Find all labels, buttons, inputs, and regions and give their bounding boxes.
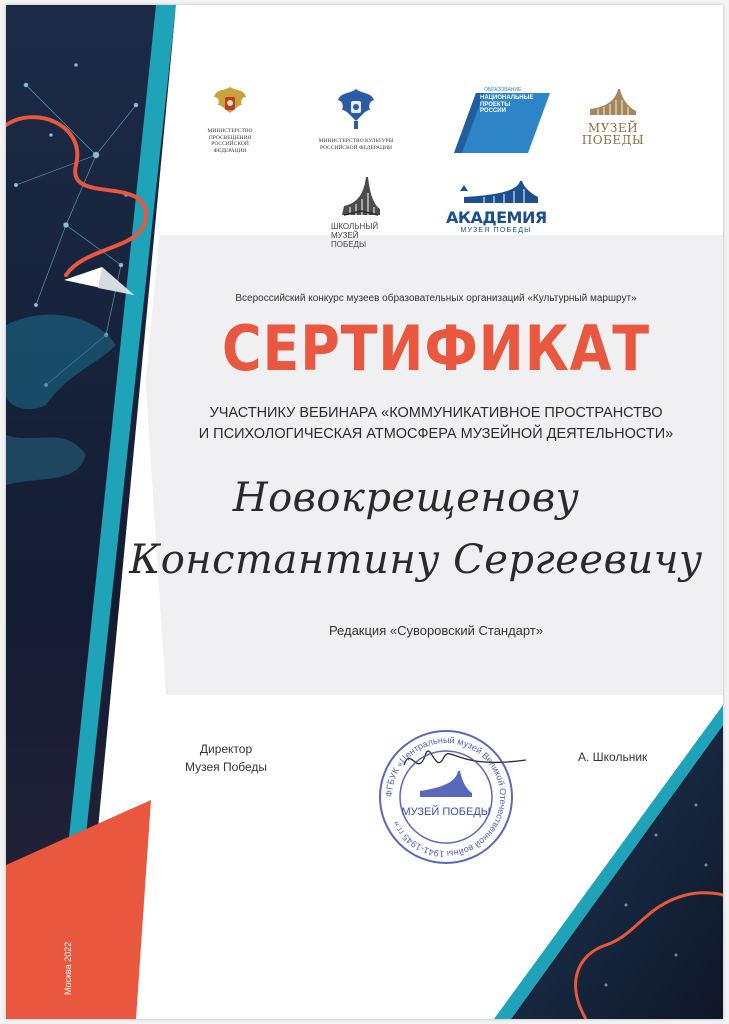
victory-museum-building-icon: [588, 87, 638, 117]
webinar-line-2: И ПСИХОЛОГИЧЕСКАЯ АТМОСФЕРА МУЗЕЙНОЙ ДЕЯТЕЛЬНОСТИ»: [198, 426, 674, 442]
ministry-culture-caption: МИНИСТЕРСТВО КУЛЬТУРЫ РОССИЙСКОЙ ФЕДЕРАЦИИ: [318, 138, 394, 151]
eagle-emblem-blue-icon: [333, 85, 379, 133]
ministry-education-caption: МИНИСТЕРСТВО ПРОСВЕЩЕНИЯ РОССИЙСКОЙ ФЕДЕРАЦИИ: [207, 128, 253, 154]
recipient-organization: Редакция «Суворовский Стандарт»: [328, 623, 544, 638]
academy-title: АКАДЕМИЯ: [446, 208, 547, 227]
place-and-year: Москва 2022: [63, 941, 73, 995]
eagle-emblem-icon: [210, 83, 250, 123]
school-museum-logo: [331, 173, 391, 249]
academy-logo: [446, 181, 546, 234]
national-projects-header: ОБРАЗОВАНИЕ: [484, 87, 522, 93]
certificate-sheet: [6, 5, 723, 1019]
signatory-name: А. Школьник: [578, 750, 648, 764]
stamp-ring-text: ФГБУК «Центральный музей Великой Отечественной войны 1941-1945 гг.»: [383, 734, 509, 860]
victory-museum-caption: МУЗЕЙ ПОБЕДЫ: [581, 121, 645, 147]
stamp-center-text: МУЗЕЙ ПОБЕДЫ: [401, 806, 491, 818]
recipient-surname: Новокрещенову: [232, 475, 580, 521]
certificate-title: СЕРТИФИКАТ: [222, 312, 650, 385]
victory-museum-logo: [578, 87, 648, 146]
ministry-education-logo: [194, 83, 266, 154]
academy-subtitle: МУЗЕЯ ПОБЕДЫ: [460, 227, 532, 234]
national-projects-text: НАЦИОНАЛЬНЫЕ ПРОЕКТЫ РОССИИ: [480, 95, 534, 114]
contest-name: Всероссийский конкурс музеев образовательных организаций «Культурный маршрут»: [235, 293, 637, 304]
school-museum-book-icon: [338, 173, 384, 217]
national-projects-logo: [454, 85, 550, 153]
academy-building-icon: [454, 181, 538, 203]
webinar-description: [156, 403, 716, 445]
ministry-culture-logo: [306, 85, 406, 151]
director-title: Директор Музея Победы: [184, 742, 268, 774]
official-stamp: [376, 727, 516, 867]
webinar-line-1: УЧАСТНИКУ ВЕБИНАРА «КОММУНИКАТИВНОЕ ПРОСТРАНСТВО: [209, 405, 663, 421]
recipient-given-names: Константину Сергеевичу: [129, 537, 703, 583]
svg-text:ФГБУК «Центральный музей Велик: [384, 735, 508, 859]
school-museum-caption: ШКОЛЬНЫЙ МУЗЕЙ ПОБЕДЫ: [331, 222, 379, 249]
stamp-building-icon: [420, 771, 472, 797]
